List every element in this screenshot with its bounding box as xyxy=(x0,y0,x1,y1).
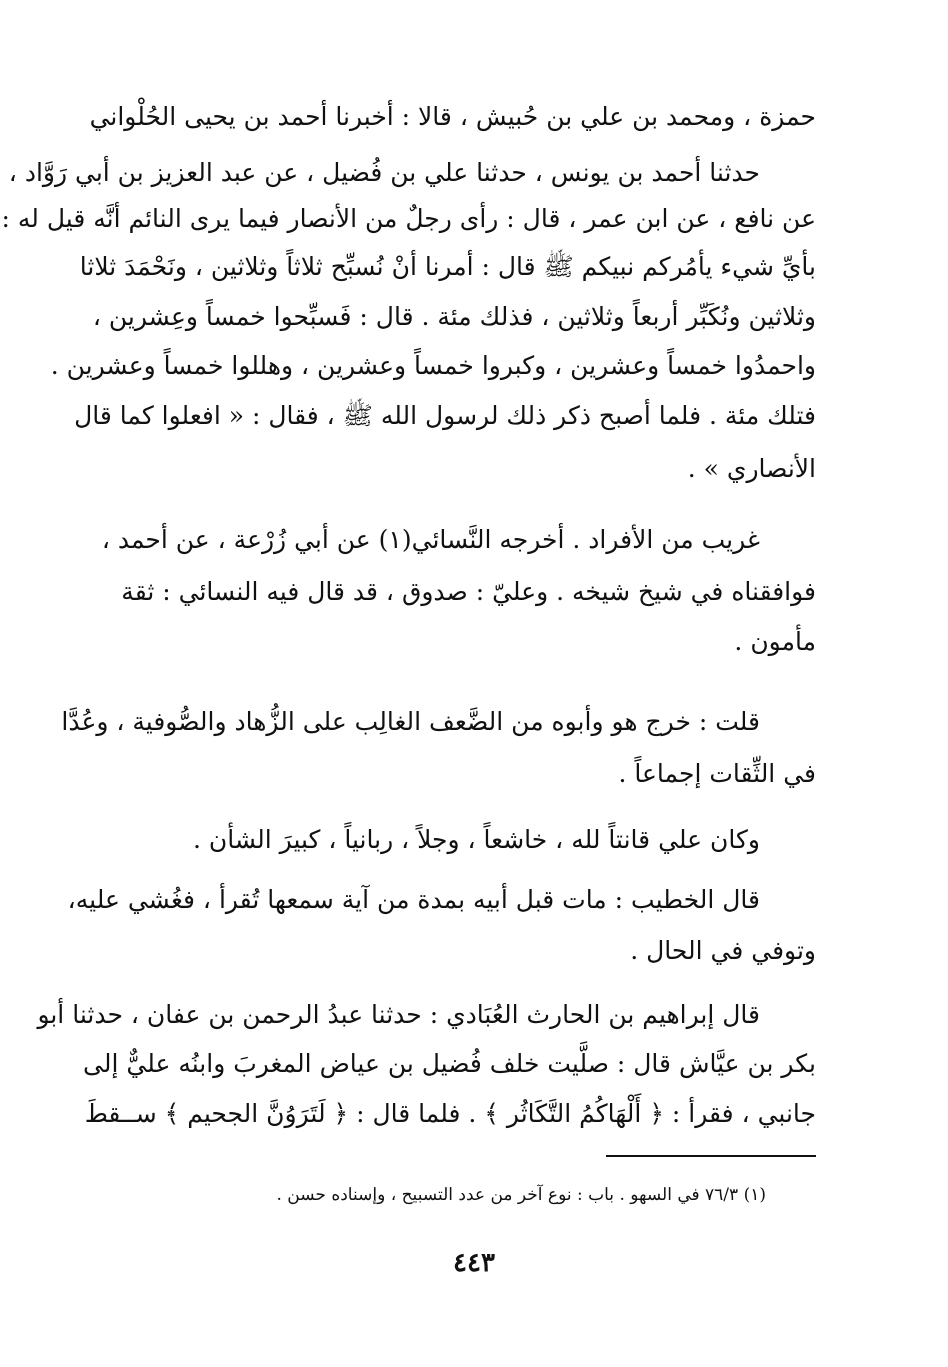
text-line: حمزة ، ومحمد بن علي بن حُبيش ، قالا : أخبرنا أحمد بن يحيى الحُلْواني xyxy=(89,102,816,131)
text-line: بكر بن عيَّاش قال : صلَّيت خلف فُضيل بن عياض المغربَ وابنُه عليٌّ إلى xyxy=(83,1049,816,1078)
text-line: قال الخطيب : مات قبل أبيه بمدة من آية سمعها تُقرأ ، فغُشي عليه، xyxy=(67,885,760,914)
text-line: جانبي ، فقرأ : ﴿ أَلْهَاكُمُ التَّكَاثُر ﴾ . فلما قال : ﴿ لَتَرَوُنَّ الجحيم ﴾ ســقطَ xyxy=(84,1099,816,1128)
text-line: وتوفي في الحال . xyxy=(630,936,816,965)
text-line: قال إبراهيم بن الحارث العُبَادي : حدثنا عبدُ الرحمن بن عفان ، حدثنا أبو xyxy=(37,1000,760,1029)
footnote-separator xyxy=(606,1155,816,1157)
text-line: الأنصاري » . xyxy=(687,454,816,483)
text-line: فوافقناه في شيخ شيخه . وعليّ : صدوق ، قد قال فيه النسائي : ثقة xyxy=(121,577,816,606)
text-line: في الثِّقات إجماعاً . xyxy=(618,759,816,788)
text-line: وثلاثين ونُكَبِّر أربعاً وثلاثين ، فذلك مئة . قال : فَسبِّحوا خمساً وعِشرين ، xyxy=(92,302,816,331)
text-line: حدثنا أحمد بن يونس ، حدثنا علي بن فُضيل ، عن عبد العزيز بن أبي رَوَّاد ، xyxy=(8,158,760,187)
text-line: مأمون . xyxy=(734,627,816,656)
page-number: ٤٤٣ xyxy=(453,1248,495,1278)
footnote: (١) ٧٦/٣ في السهو . باب : نوع آخر من عدد التسبيح ، وإسناده حسن . xyxy=(276,1185,766,1205)
text-line: وكان علي قانتاً لله ، خاشعاً ، وجلاً ، ربانياً ، كبيرَ الشأن . xyxy=(192,825,760,854)
text-line: قلت : خرج هو وأبوه من الضَّعف الغالِب على الزُّهاد والصُّوفية ، وعُدَّا xyxy=(61,707,760,736)
text-line: واحمدُوا خمساً وعشرين ، وكبروا خمساً وعشرين ، وهللوا خمساً وعشرين . xyxy=(50,351,816,380)
text-line: عن نافع ، عن ابن عمر ، قال : رأى رجلٌ من الأنصار فيما يرى النائم أنَّه قيل له : xyxy=(1,204,816,233)
text-line: غريب من الأفراد . أخرجه النَّسائي(١) عن أبي زُرْعة ، عن أحمد ، xyxy=(101,525,760,554)
text-line: فتلك مئة . فلما أصبح ذكر ذلك لرسول الله ﷺ ، فقال : « افعلوا كما قال xyxy=(74,401,816,430)
text-line: بأيِّ شيء يأمُركم نبيكم ﷺ قال : أمرنا أنْ نُسبِّح ثلاثاً وثلاثين ، ونَحْمَدَ ثلاثا xyxy=(79,252,816,281)
